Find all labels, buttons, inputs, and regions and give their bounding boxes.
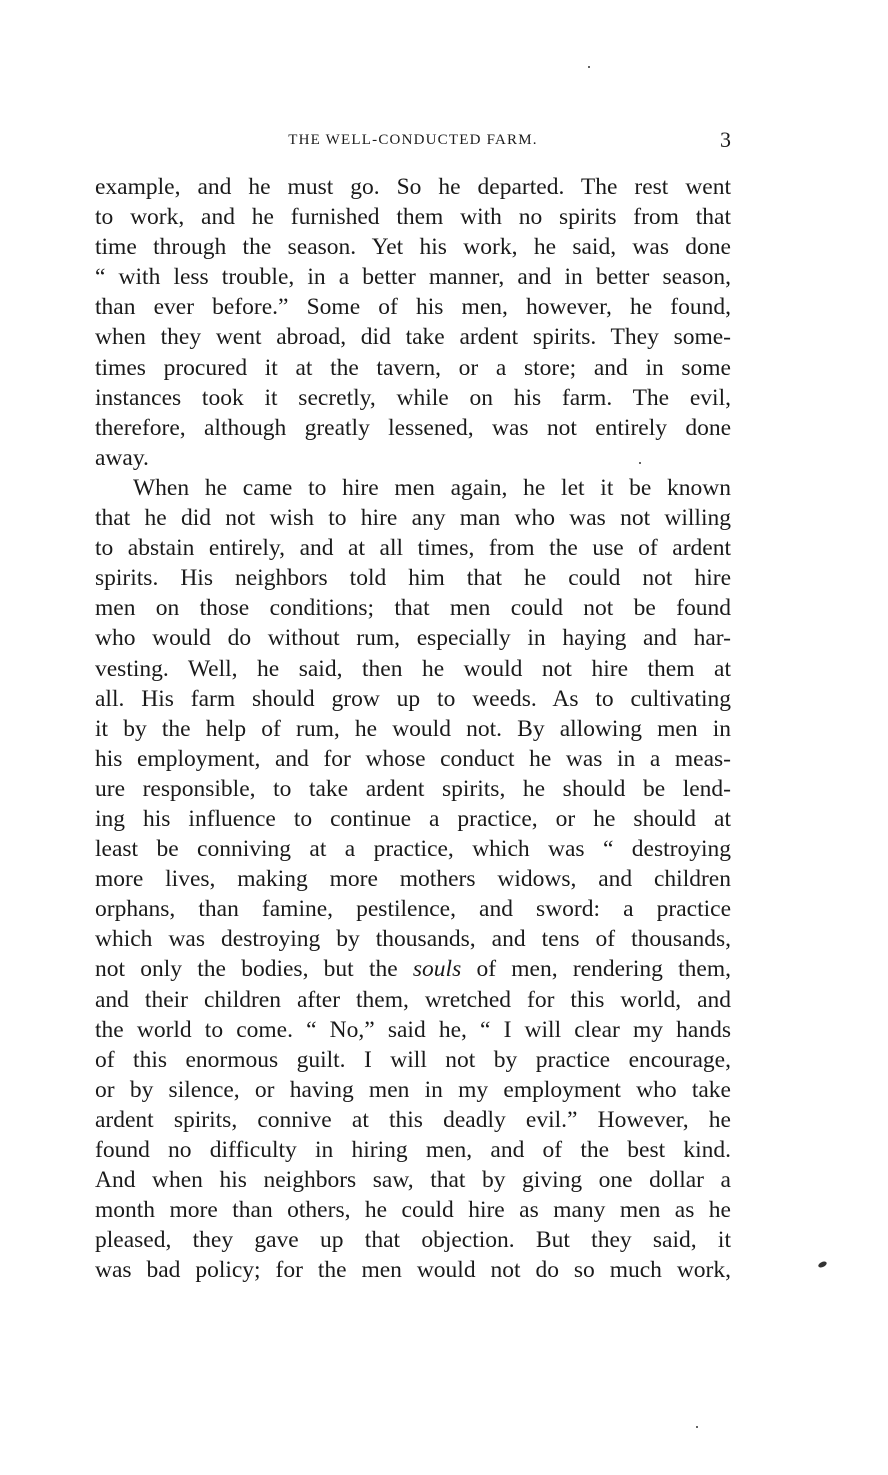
text-line: men on those conditions; that men could not be found bbox=[95, 595, 731, 622]
text-line: and their children after them, wretched for this world, and bbox=[95, 986, 731, 1013]
text-line: orphans, than famine, pestilence, and sword: a practice bbox=[95, 896, 731, 923]
text-line: to abstain entirely, and at all times, from the use of ardent bbox=[95, 535, 731, 562]
text-line: pleased, they gave up that objection. But they said, it bbox=[95, 1227, 731, 1254]
page-number: 3 bbox=[720, 127, 731, 152]
text-line: vesting. Well, he said, then he would not hire them at bbox=[95, 655, 731, 682]
ink-speck bbox=[639, 462, 641, 464]
text-line: when they went abroad, did take ardent spirits. They some- bbox=[95, 324, 731, 351]
text-line: ure responsible, to take ardent spirits, he should be lend- bbox=[95, 775, 731, 802]
text-line: ardent spirits, connive at this deadly evil.” However, he bbox=[95, 1106, 731, 1133]
text-segment: not only the bodies, but the bbox=[95, 956, 413, 983]
text-line: the world to come. “ No,” said he, “ I will clear my hands bbox=[95, 1016, 731, 1043]
ink-speck bbox=[588, 66, 590, 68]
text-line: instances took it secretly, while on his farm. The evil, bbox=[95, 384, 731, 411]
text-line: his employment, and for whose conduct he was in a meas- bbox=[95, 745, 731, 772]
text-line: ing his influence to continue a practice, or he should at bbox=[95, 805, 731, 832]
text-line: month more than others, he could hire as many men as he bbox=[95, 1197, 731, 1224]
text-line: more lives, making more mothers widows, and children bbox=[95, 866, 731, 893]
text-line: away. bbox=[95, 444, 149, 471]
text-line: to work, and he furnished them with no spirits from that bbox=[95, 204, 731, 231]
text-line: which was destroying by thousands, and tens of thousands, bbox=[95, 926, 731, 953]
text-line: found no difficulty in hiring men, and of the best kind. bbox=[95, 1137, 731, 1163]
text-line: than ever before.” Some of his men, however, he found, bbox=[95, 294, 731, 321]
text-line: of this enormous guilt. I will not by practice encourage, bbox=[95, 1046, 731, 1073]
text-line: was bad policy; for the men would not do so much work, bbox=[95, 1257, 731, 1284]
text-line-with-italic bbox=[95, 954, 731, 984]
text-line: least be conniving at a practice, which was “ destroying bbox=[95, 836, 731, 863]
text-line: time through the season. Yet his work, he said, was done bbox=[95, 234, 731, 261]
body-text bbox=[95, 172, 731, 1285]
text-line: When he came to hire men again, he let it be known bbox=[133, 474, 731, 501]
text-line: or by silence, or having men in my employment who take bbox=[95, 1076, 731, 1103]
text-line: therefore, although greatly lessened, was not entirely done bbox=[95, 414, 731, 441]
text-line: And when his neighbors saw, that by giving one dollar a bbox=[95, 1167, 731, 1194]
text-line: all. His farm should grow up to weeds. As to cultivating bbox=[95, 685, 731, 712]
ink-speck bbox=[817, 1260, 827, 1268]
running-header bbox=[95, 124, 731, 154]
text-line: spirits. His neighbors told him that he could not hire bbox=[95, 565, 731, 592]
text-line: that he did not wish to hire any man who was not willing bbox=[95, 505, 731, 532]
text-line: example, and he must go. So he departed. The rest went bbox=[95, 174, 731, 200]
text-segment: of men, rendering them, bbox=[461, 956, 731, 983]
text-line: who would do without rum, especially in haying and har- bbox=[95, 625, 731, 652]
ink-speck bbox=[696, 1426, 698, 1428]
text-line: times procured it at the tavern, or a store; and in some bbox=[95, 354, 731, 381]
text-line: “ with less trouble, in a better manner, and in better season, bbox=[95, 264, 731, 291]
running-title: THE WELL-CONDUCTED FARM. bbox=[288, 132, 538, 148]
text-line: it by the help of rum, he would not. By allowing men in bbox=[95, 715, 731, 742]
italic-word: souls bbox=[412, 956, 462, 983]
